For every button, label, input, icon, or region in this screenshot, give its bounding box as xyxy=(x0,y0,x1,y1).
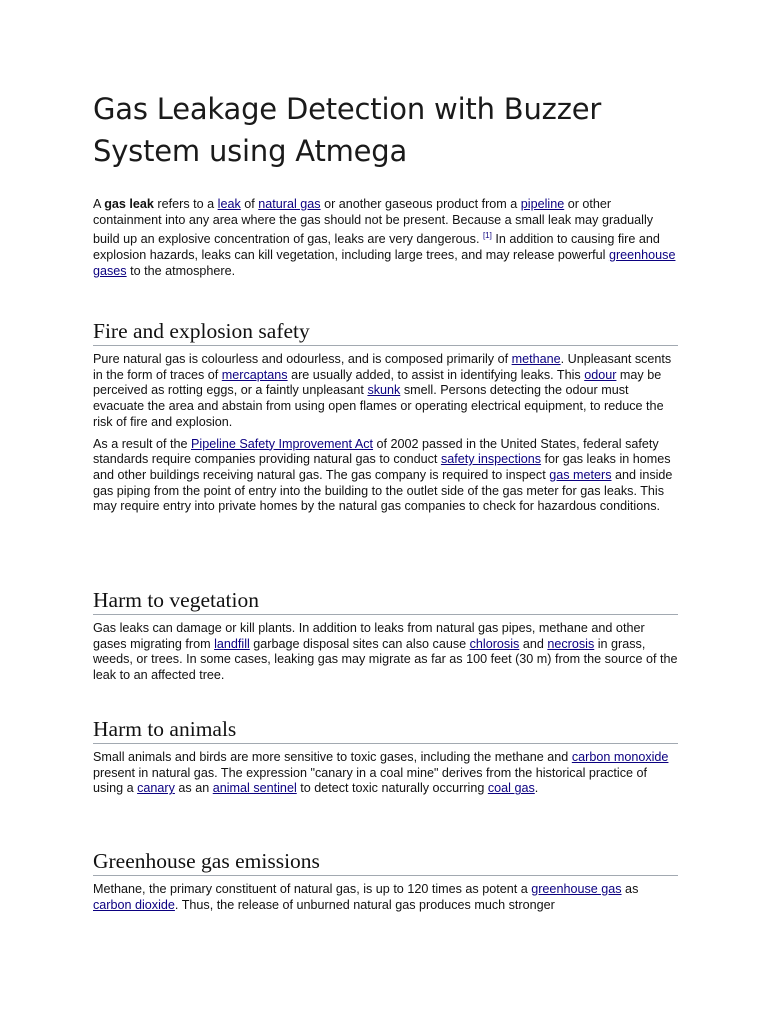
section-greenhouse xyxy=(93,848,678,913)
page-title: Gas Leakage Detection with Buzzer System using Atmega xyxy=(93,92,602,168)
paragraph: As a result of the Pipeline Safety Improvement Act of 2002 passed in the United States, federal safety standards require companies providing natural gas to conduct safety inspections for gas leaks in homes and other buildings receiving natural gas. The gas company is required to inspect gas meters and inside gas piping from the point of entry into the building to the outlet side of the gas meter for gas leaks. This may require entry into private homes by the natural gas companies to check for hazardous conditions. xyxy=(93,436,673,514)
link-natural-gas[interactable]: natural gas xyxy=(258,197,321,211)
link-mercaptans[interactable]: mercaptans xyxy=(221,367,288,382)
link-safety-inspections[interactable]: safety inspections xyxy=(440,452,542,467)
link-pipeline-safety-act[interactable]: Pipeline Safety Improvement Act xyxy=(191,436,374,451)
section-fire-safety xyxy=(93,318,678,515)
link-leak[interactable]: leak xyxy=(217,197,241,211)
link-greenhouse-gases[interactable]: greenhouse gases xyxy=(93,248,676,278)
bold-term: gas leak xyxy=(104,197,154,211)
link-chlorosis[interactable]: chlorosis xyxy=(469,636,520,651)
intro-block xyxy=(93,197,678,280)
link-animal-sentinel[interactable]: animal sentinel xyxy=(212,781,297,796)
link-canary[interactable]: canary xyxy=(137,781,175,796)
section-animals xyxy=(93,716,678,797)
section-heading: Fire and explosion safety xyxy=(93,318,678,346)
link-greenhouse-gas[interactable]: greenhouse gas xyxy=(531,882,622,896)
link-carbon-monoxide[interactable]: carbon monoxide xyxy=(571,750,669,764)
paragraph: Pure natural gas is colourless and odourless, and is composed primarily of methane. Unpleasant scents in the form of traces of mercaptans are usually added, to assist in identifying leaks. This odour may be perceived as rotting eggs, or a faintly unpleasant skunk smell. Persons detecting the odour must evacuate the area and abstain from using open flames or operating electrical equipment, to reduce the risk of fire and explosion. xyxy=(93,352,672,429)
section-heading: Harm to animals xyxy=(93,716,678,744)
link-gas-meters[interactable]: gas meters xyxy=(549,467,612,482)
reference-marker[interactable]: [1] xyxy=(482,231,492,241)
link-pipeline[interactable]: pipeline xyxy=(520,197,565,211)
link-skunk[interactable]: skunk xyxy=(367,383,401,398)
link-necrosis[interactable]: necrosis xyxy=(547,636,595,651)
link-coal-gas[interactable]: coal gas xyxy=(487,781,535,796)
section-heading: Harm to vegetation xyxy=(93,587,678,615)
section-vegetation xyxy=(93,587,678,684)
section-heading: Greenhouse gas emissions xyxy=(93,848,678,876)
paragraph: Gas leaks can damage or kill plants. In addition to leaks from natural gas pipes, methane and other gases migrating from landfill garbage disposal sites can also cause chlorosis and necrosis in grass, weeds, or trees. In some cases, leaking gas may migrate as far as 100 feet (30 m) from the source of the leak to an affected tree. xyxy=(93,621,678,683)
link-landfill[interactable]: landfill xyxy=(214,636,250,651)
paragraph: Methane, the primary constituent of natural gas, is up to 120 times as potent a greenhouse gas as carbon dioxide. Thus, the release of unburned natural gas produces much stronger xyxy=(93,882,639,912)
link-odour[interactable]: odour xyxy=(584,367,617,382)
paragraph: Small animals and birds are more sensitive to toxic gases, including the methane and carbon monoxide present in natural gas. The expression "canary in a coal mine" derives from the historical practice of using a canary as an animal sentinel to detect toxic naturally occurring coal gas. xyxy=(93,750,669,796)
intro-paragraph: A gas leak refers to a leak of natural gas or another gaseous product from a pipeline or other containment into any area where the gas should not be present. Because a small leak may gradually build up an explosive concentration of gas, leaks are very dangerous. [1] In addition to causing fire and explosion hazards, leaks can kill vegetation, including large trees, and may release powerful greenhouse gases to the atmosphere. xyxy=(93,197,676,278)
link-methane[interactable]: methane xyxy=(511,352,561,366)
link-carbon-dioxide[interactable]: carbon dioxide xyxy=(93,897,175,912)
